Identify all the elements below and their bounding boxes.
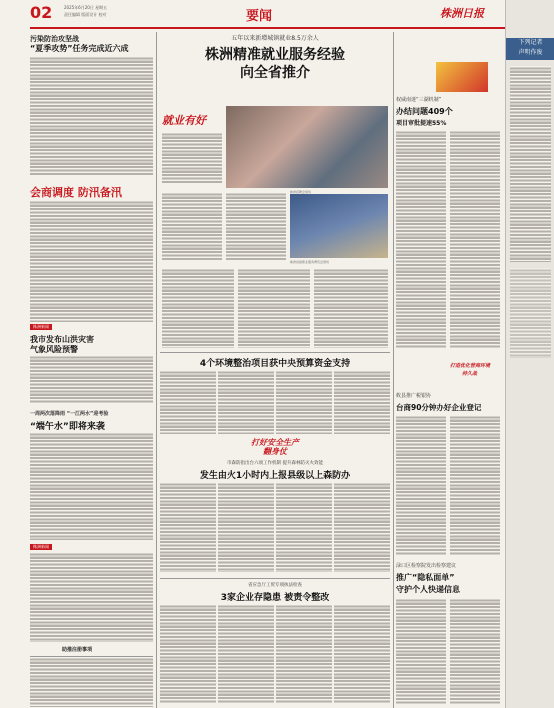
masthead bbox=[0, 0, 505, 30]
right-story2-col2 bbox=[450, 415, 500, 555]
sidebar-subtitle: 声明作废 bbox=[518, 49, 543, 56]
forest-col3 bbox=[276, 482, 332, 572]
right-story3-kicker: 渌口区检察院发出检察建议 bbox=[396, 563, 457, 569]
right-story1-subhead: 项目审批提速55% bbox=[396, 120, 447, 127]
lead-kicker: 五年以来新增城镇就业8.5万余人 bbox=[231, 35, 319, 42]
bottom-center bbox=[160, 580, 390, 708]
page-number: 02 bbox=[30, 3, 53, 22]
lead-body-b bbox=[238, 268, 310, 348]
right-top-banner bbox=[436, 62, 488, 92]
story4-headline: “端午水”即将来袭 bbox=[30, 422, 105, 432]
inspection-kicker: 省应急厅工贸专项执法检查 bbox=[248, 583, 302, 588]
lead-col1 bbox=[162, 192, 222, 260]
lead-col2 bbox=[226, 192, 286, 260]
forest-headline: 发生由火1小时内上报县级以上森防办 bbox=[199, 471, 351, 481]
env-col1 bbox=[160, 370, 216, 434]
calligraphy-tag: 就业有好 bbox=[162, 114, 206, 127]
sidebar-text bbox=[510, 66, 551, 262]
bottom-center-rule bbox=[160, 578, 390, 579]
inspection-col3 bbox=[276, 604, 332, 704]
center-mid-rule bbox=[160, 352, 390, 353]
divider-right bbox=[393, 32, 394, 708]
story3-body bbox=[30, 355, 153, 403]
right-banner2-line2: 持久战 bbox=[462, 371, 478, 377]
tag-zhuzhou-news-1: 株洲新闻 bbox=[30, 324, 52, 330]
left-column bbox=[30, 32, 153, 708]
lead-headline-line1: 株洲精准就业服务经验 bbox=[205, 47, 345, 63]
right-story2-headline: 台商90分钟办好企业登记 bbox=[396, 403, 482, 412]
story5-body bbox=[30, 552, 153, 642]
masthead-rule bbox=[30, 27, 505, 29]
forest-col2 bbox=[218, 482, 274, 572]
section-title: 要闻 bbox=[246, 9, 273, 24]
story3-headline-b: 气象风险预警 bbox=[30, 345, 78, 354]
right-story3-col1 bbox=[396, 598, 446, 704]
right-story2-kicker: 攸县推广税银协 bbox=[396, 393, 432, 399]
right-banner2 bbox=[450, 362, 502, 384]
safety-banner-line1: 打好安全生产 bbox=[251, 438, 299, 447]
tag-zhuzhou-news-2: 株洲新闻 bbox=[30, 544, 52, 550]
right-story1-col1 bbox=[396, 130, 446, 348]
center-mid bbox=[160, 354, 390, 436]
right-banner2-line1: 打造优化营商环境 bbox=[450, 363, 491, 369]
forest-col1 bbox=[160, 482, 216, 572]
divider-left bbox=[156, 32, 157, 708]
inspection-col2 bbox=[218, 604, 274, 704]
safety-section bbox=[160, 438, 390, 574]
story1-headline: “夏季攻势”任务完成近六成 bbox=[30, 44, 129, 53]
lead-body-a bbox=[162, 268, 234, 348]
env-projects-headline: 4个环境整治项目获中央预算资金支持 bbox=[199, 359, 351, 369]
story4-kicker: 一周两次落降雨 “一江两水”迎考验 bbox=[30, 411, 109, 417]
right-story2-col1 bbox=[396, 415, 446, 555]
date-line: 2025年6月20日 星期五 bbox=[64, 5, 108, 10]
editor-line: 责任编辑 版面设计 校对 bbox=[64, 12, 107, 17]
notice-sidebar bbox=[505, 0, 554, 708]
forest-col4 bbox=[334, 482, 390, 572]
story2-body bbox=[30, 200, 153, 322]
right-story3-col2 bbox=[450, 598, 500, 704]
story1-body bbox=[30, 56, 153, 176]
sidebar-header bbox=[506, 38, 554, 60]
right-story1-headline: 办结问题409个 bbox=[396, 107, 453, 116]
right-column bbox=[396, 32, 502, 708]
safety-banner bbox=[220, 438, 330, 456]
right-story3-headline-b: 守护个人快递信息 bbox=[396, 585, 460, 594]
safety-banner-line2: 翻身仗 bbox=[263, 447, 287, 456]
lead-body-c bbox=[314, 268, 388, 348]
env-col4 bbox=[334, 370, 390, 434]
right-story3-headline-a: 推广“隐私面单” bbox=[396, 573, 455, 582]
env-col3 bbox=[276, 370, 332, 434]
story2-headline: 会商调度 防汛备汛 bbox=[30, 186, 122, 199]
story1-kicker: 污染防治攻坚战 bbox=[30, 35, 79, 43]
lead-intro bbox=[162, 132, 222, 184]
sidebar-title: 下列记者 bbox=[518, 39, 543, 46]
story3-headline-a: 我市发布山洪灾害 bbox=[30, 335, 94, 344]
inspection-headline: 3家企业存隐患 被责令整改 bbox=[220, 593, 330, 603]
lead-headline-line2: 向全省推介 bbox=[240, 65, 310, 81]
inspection-col4 bbox=[334, 604, 390, 704]
bottom-box-title: 助推注册事项 bbox=[62, 647, 93, 653]
sidebar-text-2 bbox=[510, 268, 551, 358]
photo-caption-right: 株洲首届职业服务博览会现场 bbox=[290, 260, 330, 264]
newspaper-logo: 株洲日报 bbox=[440, 7, 484, 20]
env-col2 bbox=[218, 370, 274, 434]
right-story1-col2 bbox=[450, 130, 500, 348]
photo-job-fair-small bbox=[290, 194, 388, 258]
bottom-box-body bbox=[30, 656, 153, 707]
photo-caption-left: 株洲招聘会现场 bbox=[290, 190, 312, 194]
photo-job-fair-large bbox=[226, 106, 388, 188]
right-story1-kicker: 权威南迷“三湖机制” bbox=[396, 97, 442, 103]
forest-kicker: 市森防指出台六项工作机制 提升森林防灭火效能 bbox=[227, 461, 323, 466]
center-top bbox=[160, 32, 390, 350]
story4-body bbox=[30, 432, 153, 540]
inspection-col1 bbox=[160, 604, 216, 704]
